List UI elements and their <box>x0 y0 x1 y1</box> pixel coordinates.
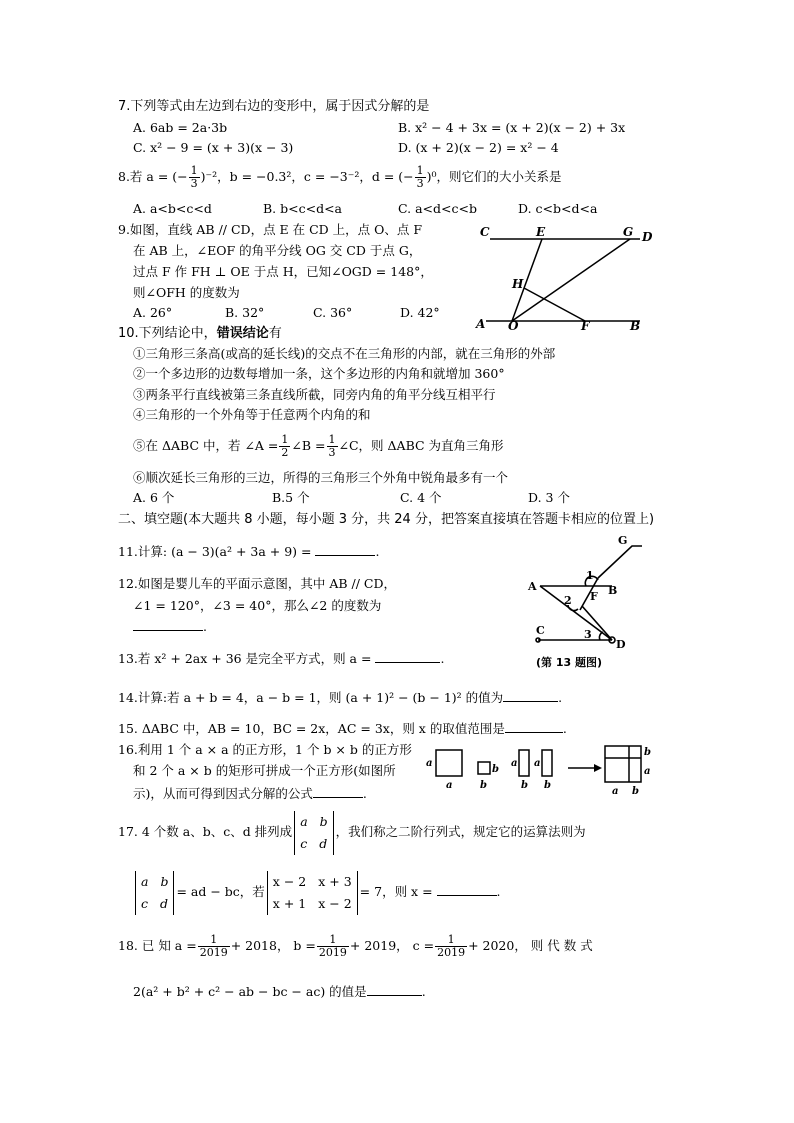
label-g: G <box>618 534 628 547</box>
label-b: B <box>608 584 618 597</box>
figure-caption: (第 13 题图) <box>536 656 603 669</box>
q10-statement-4: ④三角形的一个外角等于任意两个内角的和 <box>133 407 371 422</box>
section-2-heading: 二、填空题(本大题共 8 小题，每小题 3 分，共 24 分，把答案直接填在答题卡相应的位置上) <box>118 512 655 527</box>
q12-line1: 12.如图是婴儿车的平面示意图，其中 AB // CD， <box>118 576 397 591</box>
q11: 11.计算: (a − 3)(a² + 3a + 9) = . <box>118 544 380 559</box>
determinant-abcd-2: a b c d <box>135 871 174 915</box>
q17-line1: 17. 4 个数 a、b、c、d 排列成 a b c d ，我们称之二阶行列式，规定它的运算法则为 <box>118 808 586 856</box>
q18-line2: 2(a² + b² + c² − ab − bc − ac) 的值是 . <box>133 984 426 999</box>
q9-line3: 过点 F 作 FH ⊥ OE 于点 H，已知∠OGD = 148°， <box>133 264 433 279</box>
q12-blank-line: . <box>133 618 207 635</box>
q12-figure <box>522 530 652 672</box>
q8-stem <box>118 162 562 192</box>
label-b-rect2: b <box>544 780 551 791</box>
label-f: F <box>581 319 590 333</box>
q8-fraction-2: $\frac{1}{3}$ <box>416 164 424 190</box>
q10-stem-bold: 错误结论 <box>216 326 269 341</box>
label-a: A <box>476 317 486 331</box>
q8-option-d: D. c<b<d<a <box>518 201 598 216</box>
label-f: F <box>590 590 598 603</box>
q18-blank[interactable] <box>367 983 422 996</box>
q10-option-c: C. 4 个 <box>400 490 442 505</box>
fraction-1-2019-b: $\frac{1}{2019}$ <box>318 933 347 959</box>
segment-ad <box>540 586 612 640</box>
label-c: C <box>536 624 545 637</box>
q11-blank[interactable] <box>315 543 375 556</box>
q10-statement-2: ②一个多边形的边数每增加一条，这个多边形的内角和就增加 360° <box>133 366 505 381</box>
q7-option-d: D. (x + 2)(x − 2) = x² − 4 <box>398 140 559 155</box>
label-a-combined: a <box>644 766 651 777</box>
q8-part1: 8.若 a = (− <box>118 169 188 184</box>
q8-option-a: A. a<b<c<d <box>133 201 212 216</box>
label-c: C <box>480 225 490 239</box>
arrow-head-icon <box>594 764 602 772</box>
q10-statement-1: ①三角形三条高(或高的延长线)的交点不在三角形的内部，就在三角形的外部 <box>133 346 556 361</box>
square-b <box>478 762 490 774</box>
q9-line2: 在 AB 上，∠EOF 的角平分线 OG 交 CD 于点 G， <box>133 243 422 258</box>
q10-option-d: D. 3 个 <box>528 490 570 505</box>
label-a-combined-bottom: a <box>612 786 619 797</box>
rect-ab-2 <box>542 750 552 776</box>
segment-og <box>512 239 630 321</box>
q15: 15. ΔABC 中，AB = 10，BC = 2x，AC = 3x，则 x 的取值范围是 . <box>118 721 567 736</box>
q10-option-a: A. 6 个 <box>133 490 175 505</box>
q14-blank[interactable] <box>503 689 558 702</box>
q18-line1: 18. 已 知 a = $\frac{1}{2019}$ + 2018， b = $\frac{1}{2019}$ + 2019， c = $\frac{1}{2019}$ + 2020， 则 代 数 式 <box>118 933 593 959</box>
angle-3-arc <box>599 632 603 640</box>
label-3: 3 <box>584 628 592 641</box>
q12-line2: ∠1 = 120°，∠3 = 40°，那么∠2 的度数为 <box>133 598 382 613</box>
q9-line1: 9.如图，直线 AB // CD，点 E 在 CD 上，点 O、点 F <box>118 222 423 237</box>
q16-line1: 16.利用 1 个 a × a 的正方形，1 个 b × b 的正方形 <box>118 742 412 757</box>
q16-figure <box>422 742 662 800</box>
q10-statement-5: ⑤在 ΔABC 中，若 ∠A = $\frac{1}{2}$ ∠B = $\frac{1}{3}$ ∠C，则 ΔABC 为直角三角形 <box>133 433 504 459</box>
label-b-right: b <box>492 764 499 775</box>
q17-blank[interactable] <box>437 883 497 896</box>
q16-line2: 和 2 个 a × b 的矩形可拼成一个正方形(如图所 <box>133 763 396 778</box>
q7-stem: 7.下列等式由左边到右边的变形中，属于因式分解的是 <box>118 99 430 114</box>
label-o: O <box>508 319 519 333</box>
q8-part2: )⁻²，b = −0.3²，c = −3⁻²，d = (− <box>200 169 414 184</box>
q10-statement-6: ⑥顺次延长三角形的三边，所得的三角形三个外角中锐角最多有一个 <box>133 470 509 485</box>
label-g: G <box>623 225 634 239</box>
fraction-1-2019-a: $\frac{1}{2019}$ <box>199 933 228 959</box>
label-b-bottom: b <box>480 780 487 791</box>
q10-option-b: B.5 个 <box>272 490 310 505</box>
label-a-left: a <box>426 758 433 769</box>
label-e: E <box>536 225 546 239</box>
label-a: A <box>528 580 537 593</box>
determinant-x: x − 2 x + 3 x + 1 x − 2 <box>267 871 358 915</box>
label-d: D <box>642 230 652 244</box>
rect-ab-1 <box>519 750 529 776</box>
q13-blank[interactable] <box>375 650 440 663</box>
label-b: B <box>630 319 641 333</box>
q8-fraction-1: $\frac{1}{3}$ <box>190 164 198 190</box>
q9-option-a: A. 26° <box>133 305 173 320</box>
q13: 13.若 x² + 2ax + 36 是完全平方式，则 a = . <box>118 651 445 666</box>
q9-option-c: C. 36° <box>313 305 353 320</box>
label-a-rect1: a <box>511 758 518 769</box>
label-b-rect1: b <box>521 780 528 791</box>
fraction-half: $\frac{1}{2}$ <box>281 433 289 459</box>
q10-statement-3: ③两条平行直线被第三条直线所截，同旁内角的角平分线互相平行 <box>133 387 496 402</box>
square-a <box>436 750 462 776</box>
fraction-1-2019-c: $\frac{1}{2019}$ <box>437 933 466 959</box>
q16-blank[interactable] <box>313 785 363 798</box>
label-2: 2 <box>564 594 572 607</box>
q12-blank[interactable] <box>133 618 203 631</box>
label-b-combined-bottom: b <box>632 786 639 797</box>
q9-option-d: D. 42° <box>400 305 440 320</box>
label-d: D <box>616 638 626 651</box>
q8-part3: )⁰，则它们的大小关系是 <box>426 169 562 184</box>
label-h: H <box>512 277 524 291</box>
q9-line4: 则∠OFH 的度数为 <box>133 285 240 300</box>
q14: 14.计算:若 a + b = 4，a − b = 1，则 (a + 1)² − (b − 1)² 的值为 . <box>118 690 563 705</box>
q9-figure <box>472 222 652 334</box>
q17-line2: a b c d = ad − bc，若 x − 2 x + 3 x + 1 x − 2 = 7，则 x = . <box>133 868 501 916</box>
q15-blank[interactable] <box>505 720 563 733</box>
q8-option-c: C. a<d<c<b <box>398 201 477 216</box>
q7-option-c: C. x² − 9 = (x + 3)(x − 3) <box>133 140 294 155</box>
q7-option-a: A. 6ab = 2a·3b <box>133 120 228 135</box>
label-a-bottom: a <box>446 780 453 791</box>
handle <box>598 546 642 578</box>
q10-stem: 10.下列结论中，错误结论有 <box>118 326 282 341</box>
fraction-third: $\frac{1}{3}$ <box>328 433 336 459</box>
determinant-abcd: a b c d <box>294 811 333 855</box>
q16-line3: 示)，从而可得到因式分解的公式 . <box>133 786 367 801</box>
label-1: 1 <box>586 569 594 582</box>
q7-option-b: B. x² − 4 + 3x = (x + 2)(x − 2) + 3x <box>398 120 626 135</box>
label-b-combined: b <box>644 747 651 758</box>
q8-option-b: B. b<c<d<a <box>263 201 343 216</box>
combined-square <box>605 746 641 782</box>
label-a-rect2: a <box>534 758 541 769</box>
segment-fh <box>524 288 585 321</box>
q9-option-b: B. 32° <box>225 305 265 320</box>
